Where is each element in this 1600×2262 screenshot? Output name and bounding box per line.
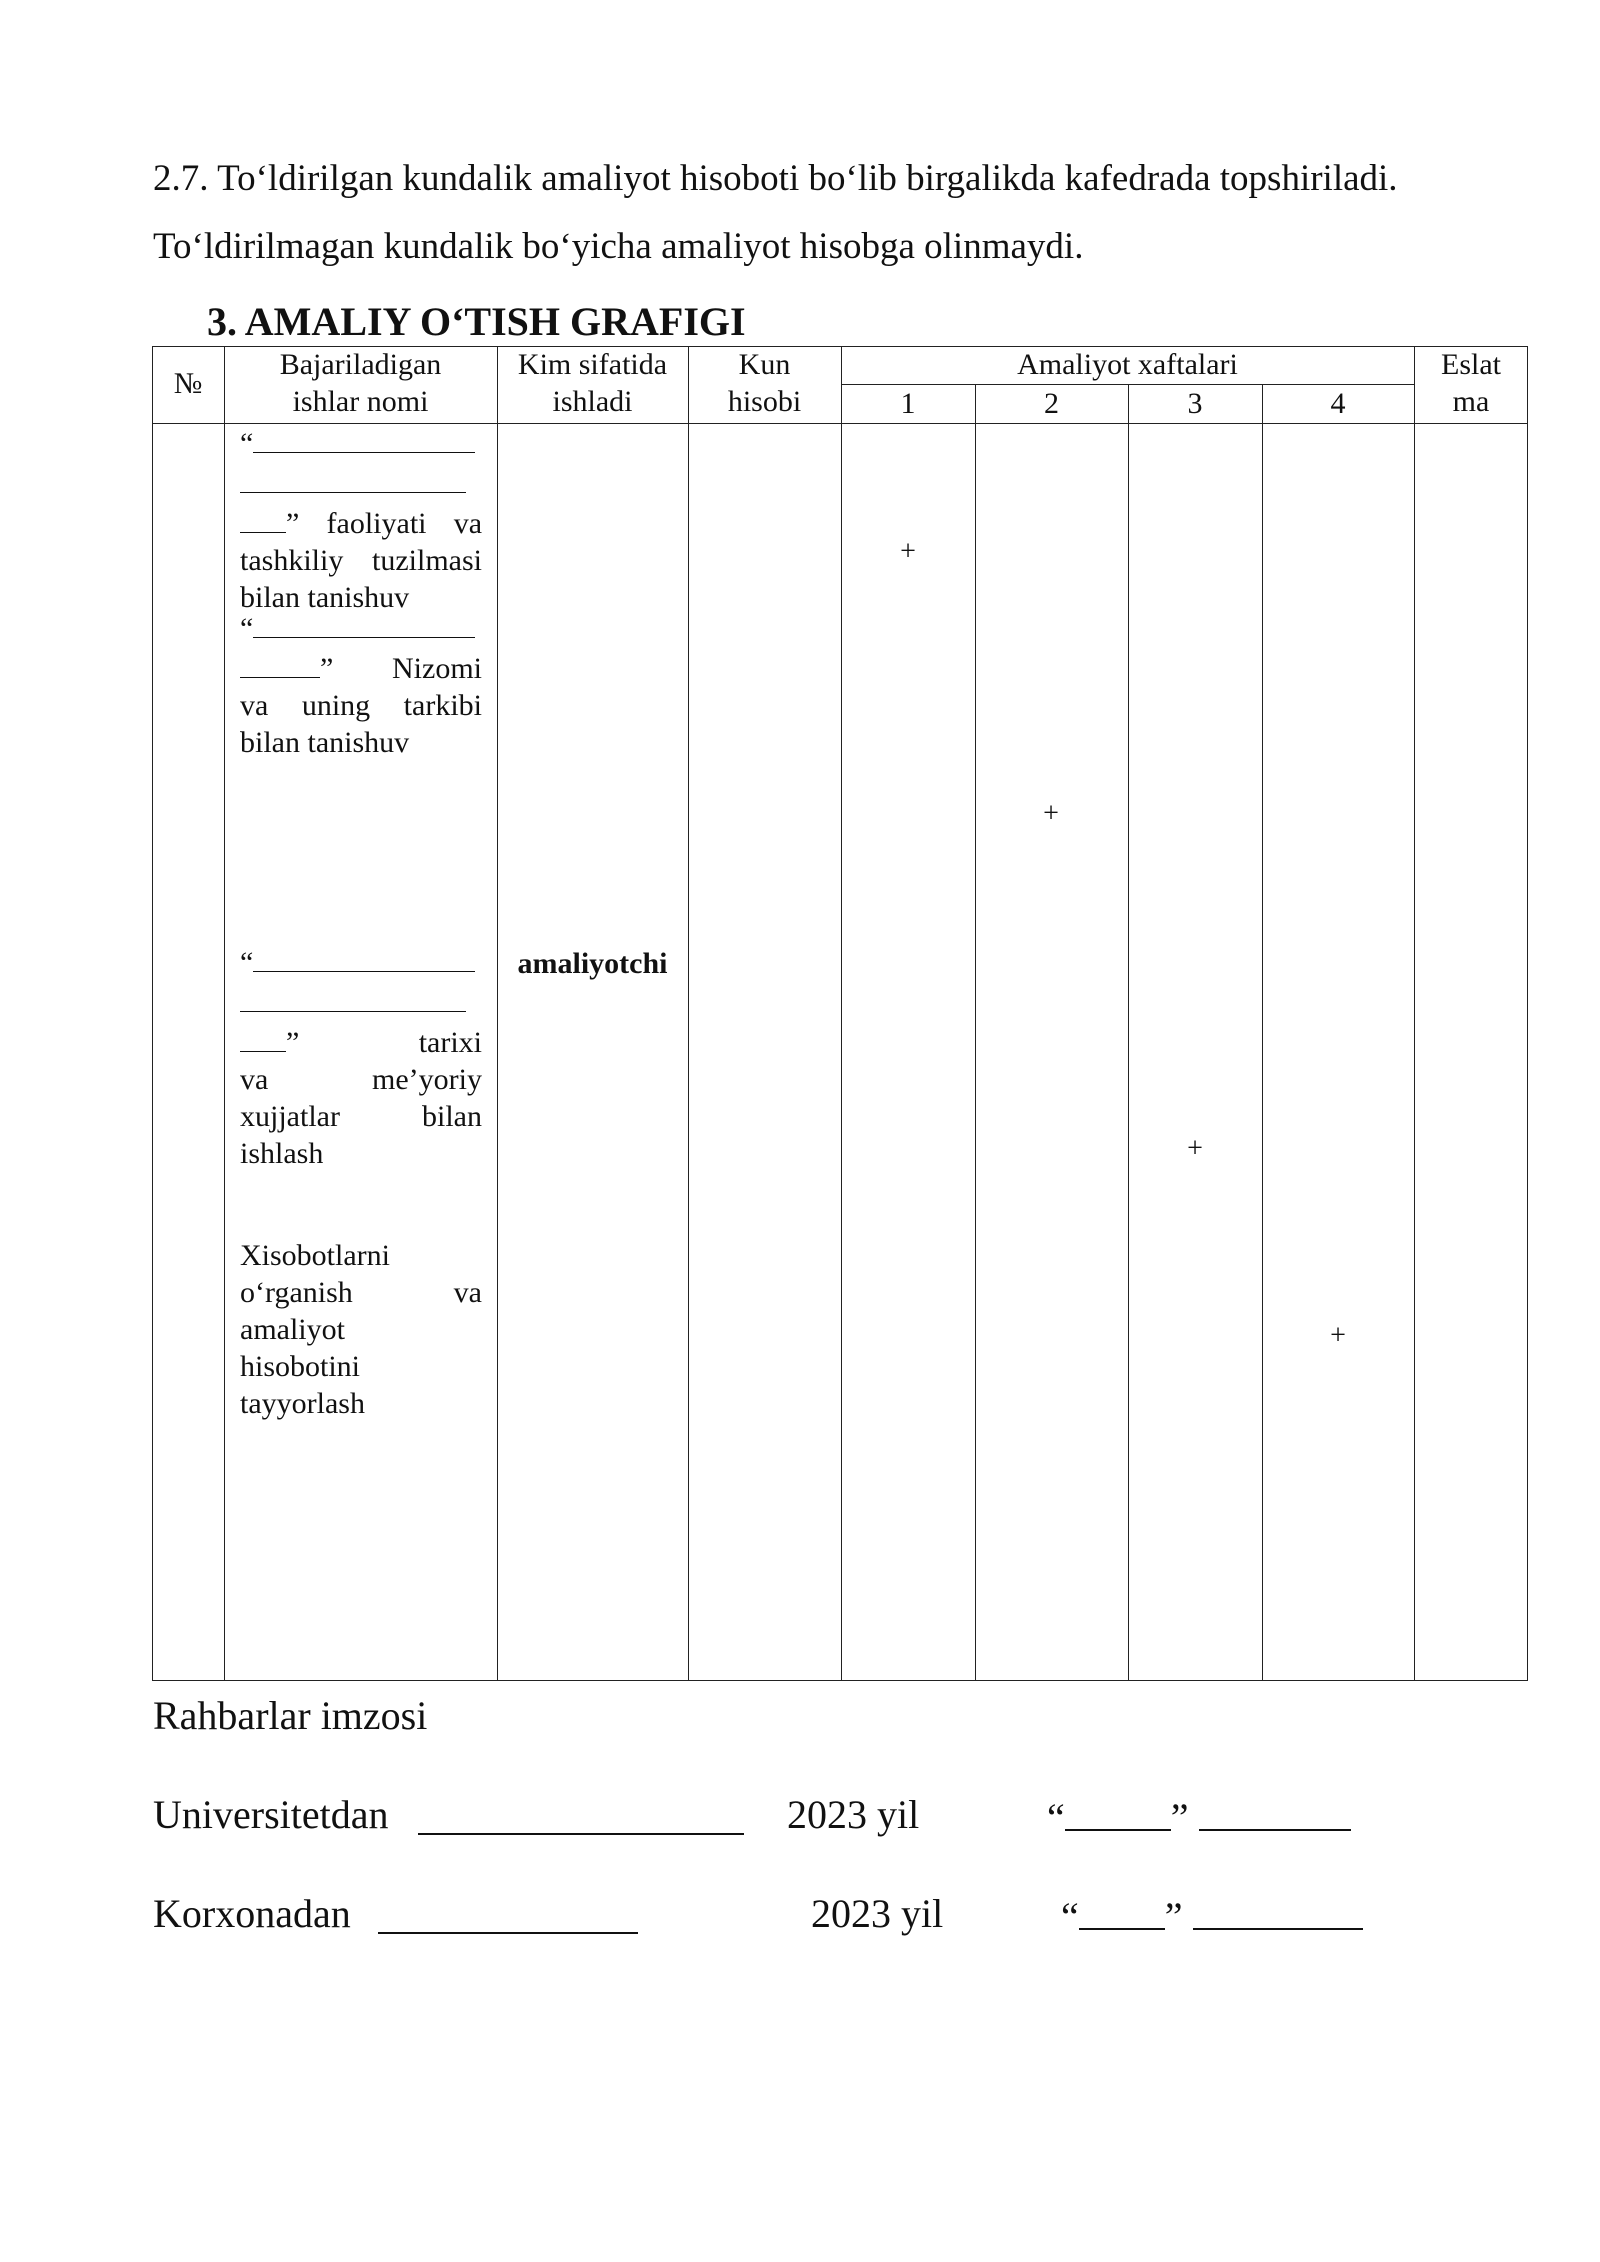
task-3-text-a: tarixi <box>418 1026 482 1059</box>
task-1-blank-1 <box>253 422 475 453</box>
task-1-blank-2 <box>240 462 466 493</box>
task-2-blank-2 <box>240 647 320 678</box>
section-title: 3. AMALIY O‘TISH GRAFIGI <box>207 299 746 344</box>
university-month-line <box>1199 1795 1351 1831</box>
week-2-mark: + <box>1043 798 1059 829</box>
company-year: 2023 yil <box>811 1891 944 1936</box>
task-3-quote-open: “ <box>240 946 254 979</box>
task-item-2 <box>240 607 482 761</box>
task-1-blank-3 <box>240 502 286 533</box>
header-role-line-1: Kim sifatida <box>517 348 668 381</box>
task-4-text-c: amaliyot <box>240 1313 345 1346</box>
task-4-text-a: Xisobotlarni <box>240 1239 390 1272</box>
task-4-text-d: hisobotini <box>240 1350 361 1383</box>
header-note-line-2: ma <box>1452 385 1490 418</box>
signatures-title: Rahbarlar imzosi <box>153 1693 428 1738</box>
task-1-text-c: bilan tanishuv <box>240 581 410 614</box>
header-week-2: 2 <box>1044 387 1059 420</box>
header-task-name-line-2: ishlar nomi <box>292 385 429 418</box>
company-date-quote-close: ” <box>1164 1894 1183 1939</box>
intro-line-1: 2.7. To‘ldirilgan kundalik amaliyot hisoboti bo‘lib birgalikda kafedrada topshiriladi. <box>153 158 1398 199</box>
header-days <box>688 346 841 420</box>
week-3-mark: + <box>1187 1133 1203 1164</box>
university-date-quote-close: ” <box>1170 1795 1189 1840</box>
university-date-quote-open: “ <box>1047 1795 1065 1840</box>
header-week-4: 4 <box>1330 387 1346 420</box>
header-week-3: 3 <box>1187 387 1203 420</box>
task-item-1 <box>240 422 482 616</box>
task-2-text-c: bilan tanishuv <box>240 726 410 759</box>
header-days-line-1: Kun <box>738 348 791 381</box>
task-2-quote-open: “ <box>240 612 254 645</box>
task-3-blank-1 <box>253 941 475 972</box>
header-task-name <box>224 346 497 420</box>
header-note <box>1414 346 1528 420</box>
task-2-blank-1 <box>253 607 475 638</box>
header-week-1: 1 <box>900 387 916 420</box>
university-signature-line <box>418 1799 744 1835</box>
company-month-line <box>1193 1894 1363 1930</box>
university-date <box>1047 1795 1351 1838</box>
task-3-blank-3 <box>240 1021 286 1052</box>
task-1-text-b: tashkiliy tuzilmasi <box>240 544 482 577</box>
header-role <box>497 346 688 420</box>
university-day-line <box>1065 1795 1171 1831</box>
task-1-text-a: faoliyati va <box>326 507 483 540</box>
task-1-quote-close: ” <box>286 507 300 540</box>
intro-line-2: To‘ldirilmagan kundalik bo‘yicha amaliyot hisobga olinmaydi. <box>153 226 1084 267</box>
task-3-blank-2 <box>240 981 466 1012</box>
task-3-text-b: va me’yoriy <box>240 1063 482 1096</box>
task-item-3 <box>240 941 482 1172</box>
task-2-quote-close: ” <box>320 652 334 685</box>
role-value: amaliyotchi <box>517 947 668 980</box>
task-4-text-b: o‘rganish va <box>240 1276 482 1309</box>
university-year: 2023 yil <box>787 1792 920 1837</box>
university-label: Universitetdan <box>153 1792 389 1837</box>
header-role-line-2: ishladi <box>552 385 633 418</box>
task-2-text-b: va uning tarkibi <box>240 689 482 722</box>
company-date <box>1061 1894 1363 1937</box>
header-number: № <box>173 367 203 400</box>
task-2-text-a: Nizomi <box>392 652 482 685</box>
header-note-line-1: Eslat <box>1441 348 1501 381</box>
task-4-text-e: tayyorlash <box>240 1387 365 1420</box>
company-day-line <box>1079 1894 1165 1930</box>
header-weeks: Amaliyot xaftalari <box>1017 348 1238 381</box>
company-label: Korxonadan <box>153 1891 351 1936</box>
task-3-quote-close: ” <box>286 1026 300 1059</box>
task-3-text-c: xujjatlar bilan <box>240 1100 482 1133</box>
task-1-quote-open: “ <box>240 427 254 460</box>
company-signature-line <box>378 1898 638 1934</box>
task-item-4 <box>240 1237 482 1422</box>
company-date-quote-open: “ <box>1061 1894 1079 1939</box>
header-days-line-2: hisobi <box>727 385 802 418</box>
week-4-mark: + <box>1330 1320 1346 1351</box>
header-task-name-line-1: Bajariladigan <box>279 348 442 381</box>
week-1-mark: + <box>900 536 916 567</box>
task-3-text-d: ishlash <box>240 1137 324 1170</box>
